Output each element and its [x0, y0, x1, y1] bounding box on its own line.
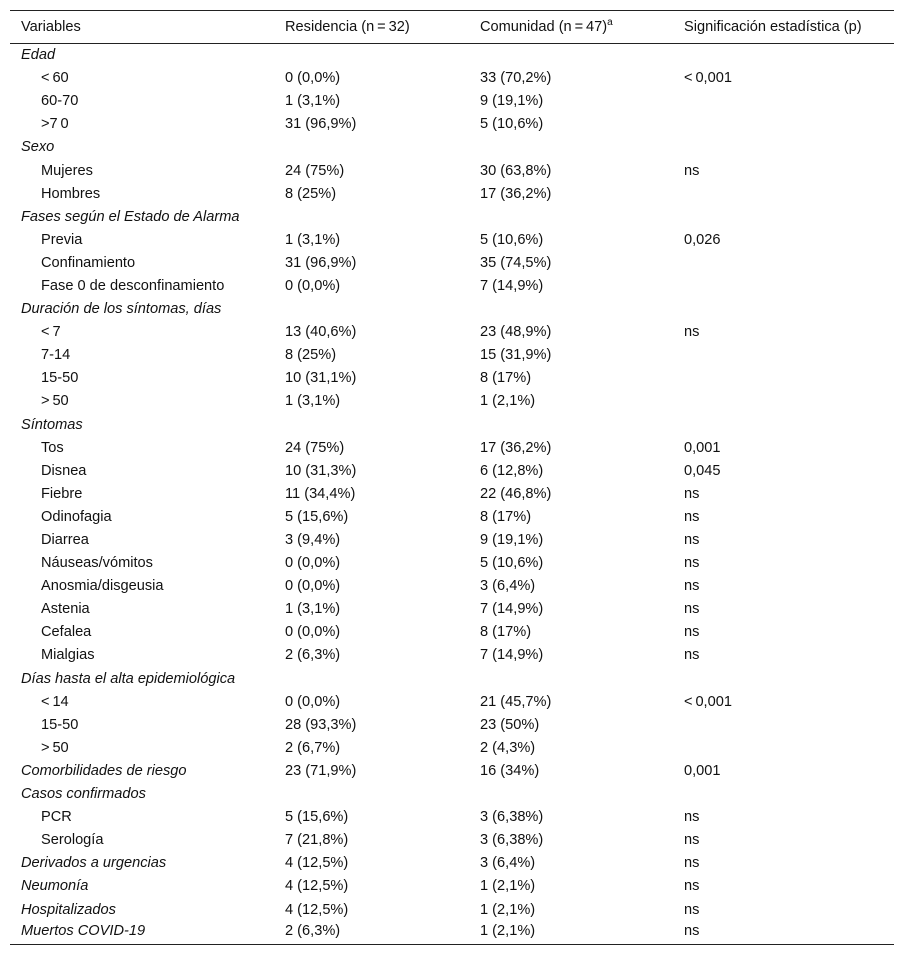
header-variables: Variables: [21, 19, 81, 35]
cell-residencia: 8 (25%): [285, 185, 337, 202]
cell-comunidad: [469, 205, 673, 228]
cell-comunidad: 21 (45,7%): [480, 693, 552, 710]
cell-significacion: [673, 367, 894, 390]
data-table-container: [10, 10, 894, 945]
table-row: [10, 829, 894, 852]
cell-residencia: 4 (12,5%): [285, 855, 349, 872]
table-row: [10, 413, 894, 436]
cell-residencia: 31 (96,9%): [285, 116, 357, 133]
row-label: Fases según el Estado de Alarma: [21, 208, 240, 225]
cell-comunidad: 16 (34%): [480, 762, 540, 779]
row-label: 7-14: [41, 347, 71, 364]
table-row: [10, 459, 894, 482]
cell-significacion: ns: [684, 647, 700, 664]
cell-comunidad: 3 (6,4%): [480, 855, 536, 872]
cell-residencia: [274, 298, 469, 321]
table-row: [10, 644, 894, 667]
cell-comunidad: 35 (74,5%): [480, 254, 552, 271]
cell-residencia: 5 (15,6%): [285, 508, 349, 525]
cell-comunidad: 23 (50%): [480, 716, 540, 733]
cell-significacion: [673, 344, 894, 367]
table-row: [10, 136, 894, 159]
cell-residencia: 2 (6,3%): [285, 922, 341, 939]
cell-residencia: [274, 205, 469, 228]
row-label: Confinamiento: [41, 254, 136, 271]
row-label: < 14: [41, 693, 69, 710]
table-row: [10, 528, 894, 551]
table-row: [10, 251, 894, 274]
cell-comunidad: 3 (6,4%): [480, 578, 536, 595]
table-row: [10, 390, 894, 413]
cell-residencia: 24 (75%): [285, 439, 345, 456]
row-label: PCR: [41, 809, 72, 826]
cell-significacion: ns: [684, 578, 700, 595]
cell-significacion: ns: [684, 809, 700, 826]
cell-residencia: [274, 44, 469, 67]
cell-residencia: 1 (3,1%): [285, 231, 341, 248]
cell-significacion: ns: [684, 832, 700, 849]
cell-residencia: 4 (12,5%): [285, 901, 349, 918]
cell-significacion: ns: [684, 624, 700, 641]
row-label: Anosmia/disgeusia: [41, 578, 164, 595]
cell-comunidad: 9 (19,1%): [480, 93, 544, 110]
cell-comunidad: 5 (10,6%): [480, 231, 544, 248]
table-row: [10, 159, 894, 182]
cell-comunidad: 33 (70,2%): [480, 70, 552, 87]
row-label: < 60: [41, 70, 69, 87]
cell-significacion: [673, 667, 894, 690]
row-label: Síntomas: [21, 416, 83, 433]
cell-significacion: ns: [684, 601, 700, 618]
cell-significacion: [673, 736, 894, 759]
table-row: [10, 921, 894, 944]
table-row: [10, 298, 894, 321]
row-label: 60-70: [41, 93, 79, 110]
row-label: Tos: [41, 439, 64, 456]
cell-residencia: 1 (3,1%): [285, 601, 341, 618]
header-comunidad: [469, 11, 673, 44]
row-label: Días hasta el alta epidemiológica: [21, 670, 236, 687]
row-label: Odinofagia: [41, 508, 112, 525]
cell-significacion: 0,026: [684, 231, 721, 248]
table-row: [10, 182, 894, 205]
cell-significacion: ns: [684, 162, 700, 179]
row-label: Mialgias: [41, 647, 95, 664]
row-label: Hombres: [41, 185, 101, 202]
cell-comunidad: 17 (36,2%): [480, 439, 552, 456]
cell-significacion: [673, 274, 894, 297]
cell-residencia: 3 (9,4%): [285, 532, 341, 549]
cell-significacion: < 0,001: [684, 693, 732, 710]
cell-residencia: 0 (0,0%): [285, 693, 341, 710]
cell-significacion: ns: [684, 878, 700, 895]
table-header: [10, 11, 894, 44]
table-row: [10, 67, 894, 90]
row-label: Neumonía: [21, 878, 89, 895]
cell-residencia: [274, 413, 469, 436]
cell-residencia: 2 (6,7%): [285, 739, 341, 756]
cell-significacion: < 0,001: [684, 70, 732, 87]
cell-residencia: 0 (0,0%): [285, 624, 341, 641]
table-row: [10, 621, 894, 644]
cell-comunidad: [469, 44, 673, 67]
table-row: [10, 228, 894, 251]
cell-comunidad: 2 (4,3%): [480, 739, 536, 756]
header-significacion: Significación estadística (p): [684, 19, 862, 35]
row-label: 15-50: [41, 370, 79, 387]
table-row: [10, 344, 894, 367]
table-body: [10, 44, 894, 945]
cell-comunidad: 8 (17%): [480, 508, 532, 525]
cell-significacion: ns: [684, 532, 700, 549]
cell-comunidad: 8 (17%): [480, 624, 532, 641]
cell-comunidad: 8 (17%): [480, 370, 532, 387]
cell-significacion: [673, 182, 894, 205]
table-row: [10, 321, 894, 344]
cell-significacion: 0,045: [684, 462, 721, 479]
cell-comunidad: 1 (2,1%): [480, 901, 536, 918]
row-label: >7 0: [41, 116, 69, 133]
cell-significacion: [673, 298, 894, 321]
cell-comunidad: [469, 783, 673, 806]
cell-comunidad: 30 (63,8%): [480, 162, 552, 179]
table-row: [10, 274, 894, 297]
row-label: < 7: [41, 324, 61, 341]
row-label: Náuseas/vómitos: [41, 555, 153, 572]
cell-residencia: [274, 783, 469, 806]
cell-comunidad: [469, 413, 673, 436]
cell-comunidad: 3 (6,38%): [480, 832, 544, 849]
cell-comunidad: 1 (2,1%): [480, 922, 536, 939]
row-label: Sexo: [21, 139, 55, 156]
cell-significacion: 0,001: [684, 439, 721, 456]
table-row: [10, 736, 894, 759]
table-row: [10, 552, 894, 575]
cell-residencia: 10 (31,1%): [285, 370, 357, 387]
row-label: Astenia: [41, 601, 90, 618]
row-label: Casos confirmados: [21, 786, 146, 803]
cell-residencia: 24 (75%): [285, 162, 345, 179]
table-row: [10, 436, 894, 459]
cell-comunidad: 9 (19,1%): [480, 532, 544, 549]
cell-comunidad: 7 (14,9%): [480, 601, 544, 618]
cell-comunidad: 17 (36,2%): [480, 185, 552, 202]
cell-significacion: [673, 113, 894, 136]
cell-significacion: ns: [684, 555, 700, 572]
row-label: Muertos COVID-19: [21, 922, 146, 939]
row-label: Fase 0 de desconfinamiento: [41, 277, 225, 294]
cell-residencia: 4 (12,5%): [285, 878, 349, 895]
row-label: 15-50: [41, 716, 79, 733]
cell-residencia: 7 (21,8%): [285, 832, 349, 849]
cell-residencia: 23 (71,9%): [285, 762, 357, 779]
table-row: [10, 113, 894, 136]
cell-residencia: 0 (0,0%): [285, 277, 341, 294]
row-label: > 50: [41, 393, 69, 410]
cell-comunidad: 6 (12,8%): [480, 462, 544, 479]
cell-residencia: 13 (40,6%): [285, 324, 357, 341]
cell-comunidad: 5 (10,6%): [480, 116, 544, 133]
cell-significacion: [673, 390, 894, 413]
table-row: [10, 505, 894, 528]
cell-residencia: 8 (25%): [285, 347, 337, 364]
table-row: [10, 783, 894, 806]
table-row: [10, 90, 894, 113]
cell-comunidad: 15 (31,9%): [480, 347, 552, 364]
row-label: Comorbilidades de riesgo: [21, 762, 187, 779]
table-row: [10, 44, 894, 67]
row-label: Derivados a urgencias: [21, 855, 167, 872]
cell-comunidad: [469, 667, 673, 690]
cell-comunidad: 7 (14,9%): [480, 277, 544, 294]
row-label: Edad: [21, 47, 56, 64]
cell-residencia: 11 (34,4%): [285, 485, 356, 502]
table-row: [10, 598, 894, 621]
cell-significacion: [673, 90, 894, 113]
cell-comunidad: 3 (6,38%): [480, 809, 544, 826]
cell-significacion: [673, 136, 894, 159]
cell-significacion: 0,001: [684, 762, 721, 779]
cell-significacion: ns: [684, 855, 700, 872]
table-row: [10, 575, 894, 598]
cell-significacion: ns: [684, 508, 700, 525]
cell-residencia: 0 (0,0%): [285, 578, 341, 595]
cell-significacion: [673, 205, 894, 228]
cell-comunidad: 1 (2,1%): [480, 393, 536, 410]
header-comunidad-label: Comunidad (n = 47): [480, 19, 608, 35]
header-comunidad-footnote-mark: a: [607, 17, 613, 28]
cell-significacion: [673, 251, 894, 274]
table-row: [10, 713, 894, 736]
row-label: Hospitalizados: [21, 901, 116, 918]
cell-comunidad: 1 (2,1%): [480, 878, 536, 895]
cell-comunidad: 7 (14,9%): [480, 647, 544, 664]
cell-significacion: ns: [684, 324, 700, 341]
cell-significacion: ns: [684, 485, 700, 502]
table-row: [10, 367, 894, 390]
row-label: Serología: [41, 832, 104, 849]
cell-significacion: ns: [684, 901, 700, 918]
cell-residencia: 1 (3,1%): [285, 393, 341, 410]
table-row: [10, 852, 894, 875]
table-row: [10, 875, 894, 898]
data-table: [10, 10, 894, 945]
cell-residencia: 5 (15,6%): [285, 809, 349, 826]
row-label: Fiebre: [41, 485, 83, 502]
cell-significacion: [673, 713, 894, 736]
cell-significacion: ns: [684, 922, 700, 939]
cell-comunidad: 23 (48,9%): [480, 324, 552, 341]
cell-comunidad: 22 (46,8%): [480, 485, 552, 502]
cell-residencia: 10 (31,3%): [285, 462, 357, 479]
cell-residencia: [274, 667, 469, 690]
cell-comunidad: 5 (10,6%): [480, 555, 544, 572]
table-row: [10, 759, 894, 782]
row-label: Mujeres: [41, 162, 93, 179]
table-row: [10, 667, 894, 690]
table-row: [10, 482, 894, 505]
table-row: [10, 898, 894, 921]
table-row: [10, 806, 894, 829]
row-label: Duración de los síntomas, días: [21, 301, 222, 318]
cell-residencia: 31 (96,9%): [285, 254, 357, 271]
cell-residencia: 2 (6,3%): [285, 647, 341, 664]
row-label: Previa: [41, 231, 83, 248]
row-label: Disnea: [41, 462, 87, 479]
row-label: Diarrea: [41, 532, 89, 549]
cell-residencia: 28 (93,3%): [285, 716, 357, 733]
cell-significacion: [673, 413, 894, 436]
cell-residencia: [274, 136, 469, 159]
cell-comunidad: [469, 136, 673, 159]
header-row: [10, 11, 894, 44]
cell-significacion: [673, 44, 894, 67]
cell-residencia: 0 (0,0%): [285, 555, 341, 572]
header-residencia: Residencia (n = 32): [285, 19, 410, 35]
table-row: [10, 205, 894, 228]
cell-residencia: 1 (3,1%): [285, 93, 341, 110]
cell-significacion: [673, 783, 894, 806]
row-label: > 50: [41, 739, 69, 756]
cell-comunidad: [469, 298, 673, 321]
cell-residencia: 0 (0,0%): [285, 70, 341, 87]
row-label: Cefalea: [41, 624, 92, 641]
table-row: [10, 690, 894, 713]
